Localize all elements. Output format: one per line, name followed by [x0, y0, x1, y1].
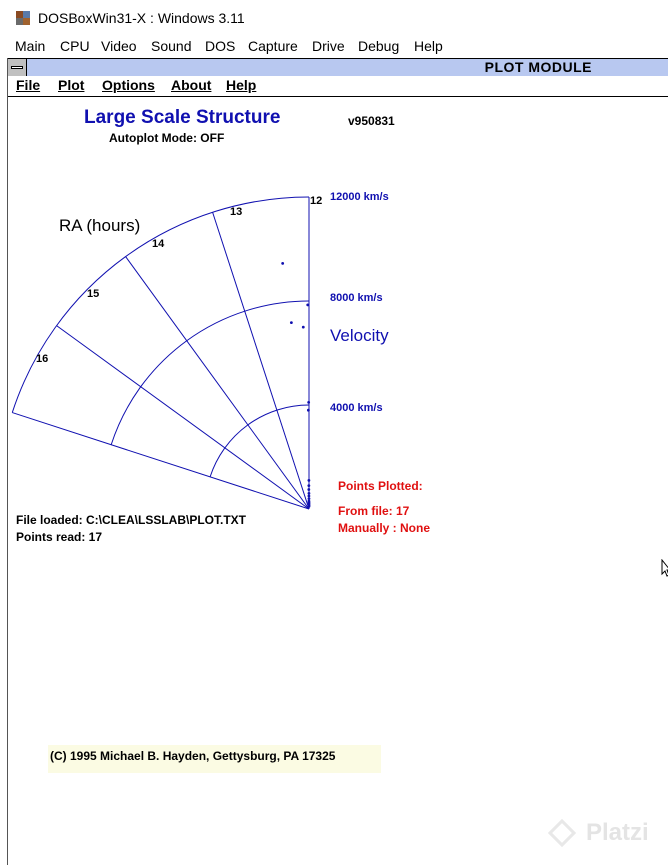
ra-axis-label: RA (hours): [59, 216, 141, 235]
version-label: v950831: [348, 114, 395, 128]
menu-help[interactable]: Help: [414, 38, 443, 54]
data-point: [281, 262, 284, 265]
velocity-tick-12000: 12000 km/s: [330, 191, 389, 203]
system-menu-box[interactable]: [8, 59, 27, 76]
data-point: [307, 409, 310, 412]
menu-dos[interactable]: DOS: [205, 38, 236, 54]
menu-drive[interactable]: Drive: [312, 38, 345, 54]
ra-tick-14: 14: [152, 238, 165, 250]
points-manually: Manually : None: [338, 521, 431, 535]
file-loaded: File loaded: C:\CLEA\LSSLAB\PLOT.TXT: [16, 513, 247, 527]
data-point: [308, 505, 311, 508]
points-read: Points read: 17: [16, 530, 103, 544]
velocity-axis-label: Velocity: [330, 326, 389, 345]
autoplot-mode: Autoplot Mode: OFF: [109, 131, 225, 145]
app-menu-options[interactable]: Options: [102, 77, 155, 93]
host-titlebar: [0, 0, 668, 36]
page-title: Large Scale Structure: [84, 107, 281, 128]
menu-debug[interactable]: Debug: [358, 38, 400, 54]
menu-sound[interactable]: Sound: [151, 38, 192, 54]
data-point: [307, 488, 310, 491]
plot-module-title: PLOT MODULE: [484, 59, 592, 75]
app-menu-help[interactable]: Help: [226, 77, 257, 93]
app-menubar: [8, 76, 668, 97]
data-point: [308, 497, 311, 500]
data-point: [308, 492, 311, 495]
ra-tick-16: 16: [36, 353, 49, 365]
data-point: [308, 495, 311, 498]
window-title: DOSBoxWin31-X : Windows 3.11: [38, 10, 245, 26]
menu-main[interactable]: Main: [15, 38, 46, 54]
menu-capture[interactable]: Capture: [248, 38, 298, 54]
ra-gridline-14: [126, 257, 309, 509]
ra-gridline-13: [213, 212, 309, 509]
wedge-points: [281, 262, 310, 508]
mouse-cursor-icon: [661, 559, 668, 577]
plot-client-area: [8, 97, 668, 865]
data-point: [307, 401, 310, 404]
data-point: [302, 326, 305, 329]
app-menu-about[interactable]: About: [171, 77, 212, 93]
data-point: [307, 484, 310, 487]
ra-gridline-15: [57, 326, 309, 509]
copyright-notice: (C) 1995 Michael B. Hayden, Gettysburg, PA 17325: [48, 745, 381, 773]
dosbox-app-icon[interactable]: [16, 11, 30, 25]
app-menu-plot[interactable]: Plot: [58, 77, 85, 93]
ra-tick-12: 12: [310, 195, 323, 207]
menu-cpu[interactable]: CPU: [60, 38, 90, 54]
points-plotted-label: Points Plotted:: [338, 479, 423, 493]
menu-video[interactable]: Video: [101, 38, 137, 54]
ra-tick-13: 13: [230, 206, 243, 218]
data-point: [306, 304, 309, 307]
ra-tick-15: 15: [87, 288, 100, 300]
app-menu-file[interactable]: File: [16, 77, 41, 93]
velocity-tick-4000: 4000 km/s: [330, 402, 383, 414]
data-point: [290, 321, 293, 324]
dos-menubar: [0, 36, 668, 58]
system-menu-icon: [11, 66, 23, 69]
velocity-tick-8000: 8000 km/s: [330, 292, 383, 304]
ra-gridline-16: [12, 413, 309, 509]
points-from-file: From file: 17: [338, 504, 410, 518]
plot-module-titlebar: [8, 58, 668, 78]
data-point: [308, 479, 311, 482]
